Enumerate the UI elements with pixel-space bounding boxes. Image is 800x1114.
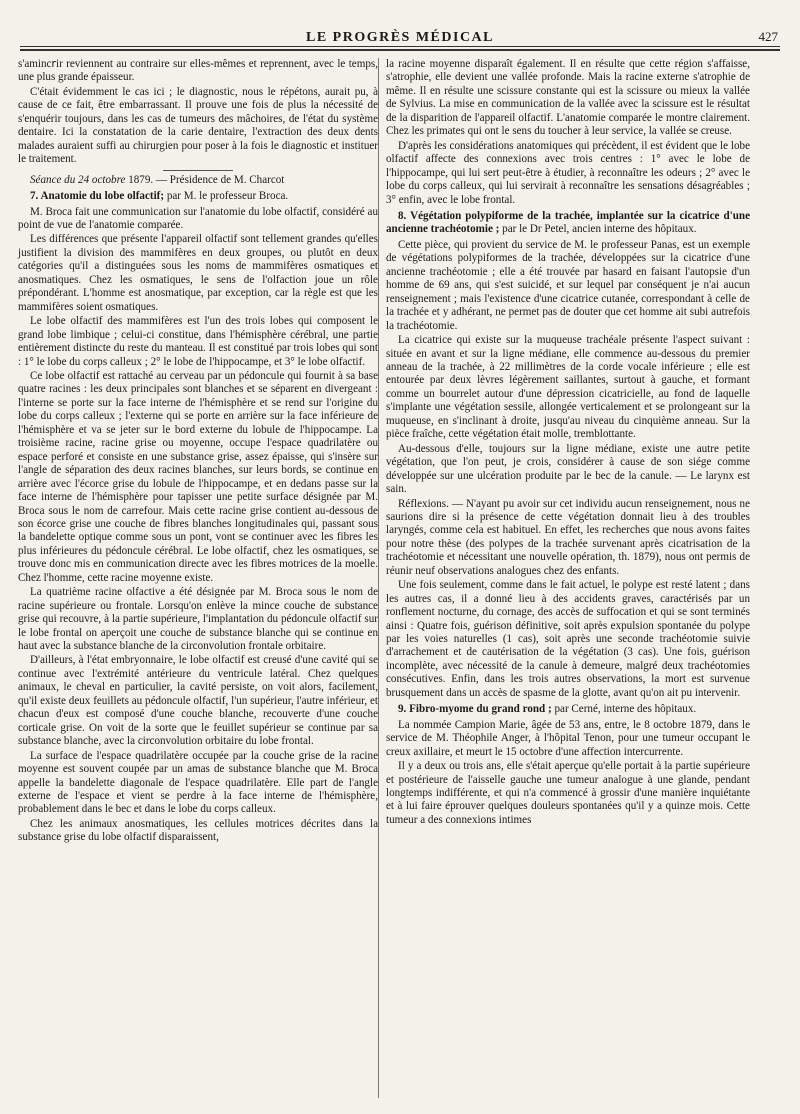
paragraph: Réflexions. — N'ayant pu avoir sur cet individu aucun renseignement, nous ne saurions dire si la présence de cette végétation donnait lieu à des troubles laryngés, comme cela est habituel. En effet, les recherches que nous avons faites pour notre thèse (des polypes de la trachée survenant après cicatrisation de la trachéotomie et nécessitant une nouvelle opération, th. 1879), nous ont permis de réunir neuf observations analogues chez des enfants.	[386, 497, 750, 577]
header-rule-thin	[20, 46, 780, 47]
paragraph: s'aminc𝗋ir reviennent au contraire sur elles-mêmes et reprennent, avec le temps, une plus grande épaisseur.	[18, 58, 378, 84]
section-rule	[163, 170, 233, 171]
right-column	[386, 58, 750, 828]
paragraph: La nommée Campion Marie, âgée de 53 ans, entre, le 8 octobre 1879, dans le service de M. Théophile Anger, à l'hôpital Tenon, pour une tumeur occupant le creux axillaire, et meurt le 15 octobre d'une affection intercurrente.	[386, 718, 750, 758]
paragraph: La cicatrice qui existe sur la muqueuse trachéale présente l'aspect suivant : située en avant et sur la ligne médiane, elle commence au-dessous du premier anneau de la trachée, à 22 millimètres de la corde vocale inférieure ; elle est entourée par deux lèvres légèrement saillantes, surtout à gauche, et formant comme un bourrelet autour d'une dépression cicatricielle, au fond de laquelle s'implante une végétation sessile, allongée verticalement et se prolongeant sur la muqueuse, en s'inclinant à droite, jusqu'au niveau du cinquième anneau. Sur la pièce fraîche, cette végétation était molle, tremblottante.	[386, 334, 750, 441]
paragraph: Une fois seulement, comme dans le fait actuel, le polype est resté latent ; dans les autres cas, il a donné lieu à des accidents graves, caractérisés par un ronflement nocturne, du cornage, des accès de suffocation et qui se sont terminés ainsi : Quatre fois, guérison définitive, soit après expulsion spontanée du polype par les voies naturelles (1 cas), soit après une seconde trachéotomie suivie d'arrachement et de cautérisation de la végétation (3 cas). Une fois, guérison incomplète, avec nécessité de la canule à demeure, malgré deux trachéotomies consécutives. Enfin, dans les trois autres observations, la mort est survenue brusquement dans un accès de spasme de la glotte, avant qu'on ait pu intervenir.	[386, 579, 750, 699]
paragraph: C'était évidemment le cas ici ; le diagnostic, nous le répétons, aurait pu, à cause de ce fait, être embarrassant. Il prouve une fois de plus la nécessité de s'enquérir toujours, dans les cas de tumeurs des mâchoires, de l'état du système dentaire. Ici la constatation de la carie dentaire, l'extraction des deux dents malades auraient suffi au chirurgien pour poser à la fois le diagnostic et instituer le traitement.	[18, 85, 378, 166]
paragraph: M. Broca fait une communication sur l'anatomie du lobe olfactif, considéré au point de vue de l'anatomie comparée.	[18, 205, 378, 231]
section-heading-9	[386, 703, 750, 716]
left-column	[18, 58, 378, 846]
session-presidency: 1879. — Présidence de M. Charcot	[128, 173, 285, 186]
paragraph: D'ailleurs, à l'état embryonnaire, le lobe olfactif est creusé d'une cavité qui se continue avec l'extrémité antérieure du ventricule latéral. Chez quelques animaux, le cheval en particulier, la cavité persiste, on voit alors, facilement, qu'il existe deux feuillets au pédoncule olfactif, l'un supérieur, l'autre inférieur, et chacun d'eux est composé d'une couche blanche, recouverte d'une couche corticale grise. On voit de la sorte que le feuillet supérieur se continue par sa substance blanche, avec la circonvolution orbitaire du lobe frontal.	[18, 654, 378, 748]
session-date: Séance du 24 octobre	[30, 173, 126, 186]
section-author: par le Dr Petel, ancien interne des hôpitaux.	[502, 223, 697, 236]
paragraph: La quatrième racine olfactive a été désignée par M. Broca sous le nom de racine supérieure ou frontale. Lorsqu'on enlève la mince couche de substance grise qui recouvre, à la partie supérieure, l'implantation du pédoncule olfactif sur le lobe frontal on aperçoit une couche de substance blanche qui se continue en haut avec la substance blanche de la circonvolution frontale orbitaire.	[18, 586, 378, 653]
header-rule-thick	[20, 49, 780, 51]
section-author: par Cerné, interne des hôpitaux.	[554, 703, 697, 716]
column-divider	[378, 58, 379, 1098]
session-heading	[18, 174, 378, 187]
paragraph: la racine moyenne disparaît également. Il en résulte que cette région s'affaisse, s'atrophie, elle devient une vallée profonde. Mais la racine externe s'atrophie de même. Il en résulte une scissure constante qui est la scissure ou mieux la vallée de Sylvius. La mise en communication de la vallée avec la scissure est le résultat de la disparition de l'appareil olfactif. L'anatomie comparée le montre clairement. Chez les primates qui ont le sens du toucher à leur service, la vallée se creuse.	[386, 58, 750, 138]
page-number: 427	[758, 29, 778, 44]
section-title: 9. Fibro-myome du grand rond ;	[398, 703, 552, 716]
paragraph: Le lobe olfactif des mammifères est l'un des trois lobes qui composent le grand lobe limbique ; celui-ci constitue, dans l'hémisphère cérébral, une partie entièrement distincte du reste du manteau. Il est constitué par trois lobes qui sont : 1° le lobe du corps calleux ; 2° le lobe de l'hippocampe, et 3° le lobe olfactif.	[18, 315, 378, 368]
paragraph: Les différences que présente l'appareil olfactif sont tellement grandes qu'elles justifient la division des mammifères en deux groupes, ou plutôt en deux catégories qu'il a distinguées sous les noms de mammifères osmatiques et anosmatiques. Chez les osmatiques, le sens de l'olfaction joue un rôle prépondérant. L'homme est anosmatique, par exception, car la règle est que les mammifères soient osmatiques.	[18, 233, 378, 313]
section-title: 7. Anatomie du lobe olfactif;	[30, 190, 165, 203]
paragraph: Il y a deux ou trois ans, elle s'était aperçue qu'elle portait à la partie supérieure et postérieure de l'aisselle gauche une tumeur analogue à une glande, pendant longtemps indifférente, et qui n'a commencé à grossir d'une manière inquiétante et à lui faire éprouver quelques douleurs spontanées qu'il y a quinze mois. Cette tumeur a des connexions intimes	[386, 760, 750, 826]
paragraph: Chez les animaux anosmatiques, les cellules motrices décrites dans la substance grise du lobe olfactif disparaissent,	[18, 817, 378, 844]
section-heading-7	[18, 190, 378, 203]
section-author: par M. le professeur Broca.	[166, 190, 289, 203]
section-heading-8	[386, 210, 750, 237]
page-header	[20, 0, 780, 46]
paragraph: Ce lobe olfactif est rattaché au cerveau par un pédoncule qui fournit à sa base quatre racines : les deux principales sont blanches et se séparent en divergeant : l'interne se porte sur la face interne de l'hémisphère et se rend sur l'origine du lobe du corps calleux ; l'externe qui se porte en arrière sur la face inférieure de l'hémisphère et va se jeter sur le bord externe du lobule de l'hippocampe. La troisième racine, racine grise ou moyenne, occupe l'espace quadrilatère ou espace perforé et consiste en une substance grise, assez épaisse, qui s'insère sur l'angle de séparation des deux racines blanches, sur leurs bords, se continue en arrière avec l'écorce grise du lobule de l'hippocampe, et en dedans passe sur la face interne de l'hémisphère pour tapisser une petite surface désignée par M. Broca sous le nom de carrefour. Mais cette racine grise contient au-dessous de son écorce grise une couche de fibres blanches longitudinales qui, passant sous la bandelette optique comme sous un pont, vont se continuer avec les fibres les plus inférieures du pédoncule cérébral. Le lobe olfactif, chez les osmatiques, se trouve donc mis en communication directe avec les fibres motrices de la moelle. Chez l'homme, cette racine moyenne existe.	[18, 369, 378, 584]
paragraph: Au-dessous d'elle, toujours sur la ligne médiane, existe une autre petite végétation, que l'on peut, je crois, considérer à cause de son siége comme développée sur une ulcération produite par le bec de la canule. — Le larynx est sain.	[386, 442, 750, 496]
running-head: LE PROGRÈS MÉDICAL	[305, 30, 495, 45]
section-title: 8. Végétation polypiforme de la trachée, implantée sur la cicatrice d'une ancienne trachéotomie ;	[386, 209, 750, 236]
paragraph: D'après les considérations anatomiques qui précèdent, il est évident que le lobe olfactif affecte des connexions avec trois centres : 1° avec le lobe de l'hippocampe, qui lui sert peut-être à étudier, à reconnaître les odeurs ; 2° avec le lobe du corps calleux, qui lui servirait à reconnaître les sensations désagréables ; 3° enfin, avec le lobe frontal.	[386, 139, 750, 206]
paragraph: Cette pièce, qui provient du service de M. le professeur Panas, est un exemple de végétations polypiformes de la trachée, développées sur la cicatrice d'une ancienne trachéotomie ; elle a été trouvée par hasard en faisant l'autopsie d'un homme de 69 ans, qui s'est suicidé, et sur lequel par conséquent je n'ai aucun renseignement ; mais l'existence d'une cicatrice cutanée, correspondant à celle de la trachée et y adhérant, ne permet pas de douter que cet homme ait subi autrefois la trachéotomie.	[386, 238, 750, 332]
paragraph: La surface de l'espace quadrilatère occupée par la couche grise de la racine moyenne est souvent coupée par un amas de substance blanche que M. Broca appelle la bandelette diagonale de l'espace quadrilatère. Elle part de l'angle externe de l'espace et vient se perdre à la face interne de l'hémisphère, probablement dans le bec et dans le lobe du corps calleux.	[18, 749, 378, 816]
